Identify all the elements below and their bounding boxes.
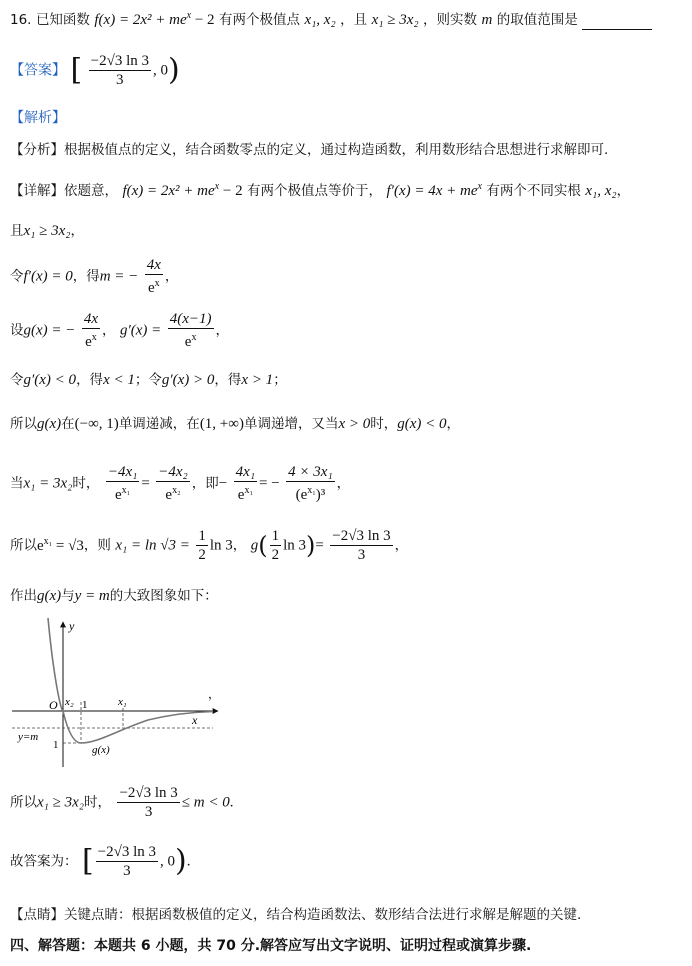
- conclusion-line: 所以$e^{x_1} = √3$，则 x₁ = ln √3 = $\frac{1}{2}$ ln 3， g( $\frac{1}{2}$ ln 3)= $\frac{-2√3 \ln 3}{3}$ ，: [10, 528, 409, 563]
- y-m-label: y=m: [18, 731, 39, 743]
- function-graph: [8, 612, 238, 772]
- xiangjie-label: 【详解】: [10, 183, 64, 199]
- origin-label: O: [49, 698, 58, 712]
- section-heading: 四、解答题：本题共 6 小题，共 70 分.解答应写出文字说明、证明过程或演算步骤.: [10, 938, 532, 954]
- answer-label: 【答案】: [10, 62, 66, 79]
- x-axis-label: x: [192, 713, 198, 727]
- g-label: g(x): [92, 744, 110, 756]
- sign-line: 令g′(x) < 0，得x < 1；令g′(x) > 0，得x > 1；: [10, 372, 287, 388]
- function-definition: $f(x) = 2x^2 + me^x - 2$: [94, 10, 215, 28]
- define-g-line: 设g(x) = − $\frac{4x}{e^x}$ ， g′(x) = $\frac{4(x-1)}{e^x}$ ，: [10, 311, 230, 350]
- x1-label: x₁: [118, 696, 127, 708]
- fenxi-label: 【分析】: [10, 142, 64, 158]
- graph-intro-line: 作出g(x)与y = m的大致图象如下：: [10, 588, 218, 604]
- question-line: 16. 已知函数 $f(x) = 2x^2 + me^x - 2$ 有两个极值点 x₁, x₂ ，且 x₁ ≥ 3x₂ ，则实数 m 的取值范围是: [10, 6, 652, 30]
- dianjing-line: 【点睛】关键点睛：根据函数极值的定义，结合构造函数法、数形结合法进行求解是解题的关键.: [10, 907, 582, 923]
- result-line: 所以x₁ ≥ 3x₂时， $\frac{-2√3 \ln 3}{3}$ ≤ m < 0.: [10, 785, 234, 820]
- xiangjie-line: 【详解】依题意， $f(x) = 2x^2 + me^x - 2$ 有两个极值点等价于， $f'(x) = 4x + me^x$ 有两个不同实根 x₁, x₂，: [10, 181, 631, 199]
- y-axis-label: y: [69, 619, 75, 633]
- answer-line: 【答案】 [ $\frac{-2√3 \ln 3}{3}$ , 0): [10, 52, 180, 88]
- svg-text:，: ，: [208, 687, 221, 701]
- one-label: 1: [82, 699, 88, 711]
- dianjing-label: 【点睛】: [10, 907, 64, 923]
- analysis-label: 【解析】: [10, 110, 66, 126]
- final-answer-line: 故答案为： [ $\frac{-2√3 \ln 3}{3}$ , 0).: [10, 843, 191, 879]
- g-curve: [48, 618, 213, 743]
- question-number: 16.: [10, 12, 32, 28]
- neg1-label: 1: [53, 739, 59, 751]
- condition-line: 且x₁ ≥ 3x₂，: [10, 223, 84, 239]
- equation-line: 当x₁ = 3x₂时， $\frac{\text{−4x₁}}{e^{x_1}}$ = $\frac{\text{−4x₂}}{e^{x_2}}$ ，即− $\frac{\text{4x₁}}{e^{x_1}}$ = − $\frac{\text{4 × 3x₁}}{(e^{x_1})^3}$ ，: [10, 464, 351, 503]
- monotonic-line: 所以g(x)在(−∞, 1)单调递减，在(1, +∞)单调递增，又当x > 0时，g(x) < 0，: [10, 416, 461, 432]
- x2-label: x₂: [65, 696, 74, 708]
- solve-m-line: 令f′(x) = 0，得m = − $\frac{4x}{e^x}$ ，: [10, 257, 179, 296]
- fenxi-line: 【分析】根据极值点的定义，结合函数零点的定义，通过构造函数，利用数形结合思想进行求解即可.: [10, 142, 609, 158]
- answer-blank: [582, 15, 652, 30]
- answer-fraction: $\frac{-2√3 \ln 3}{3}$: [90, 53, 149, 88]
